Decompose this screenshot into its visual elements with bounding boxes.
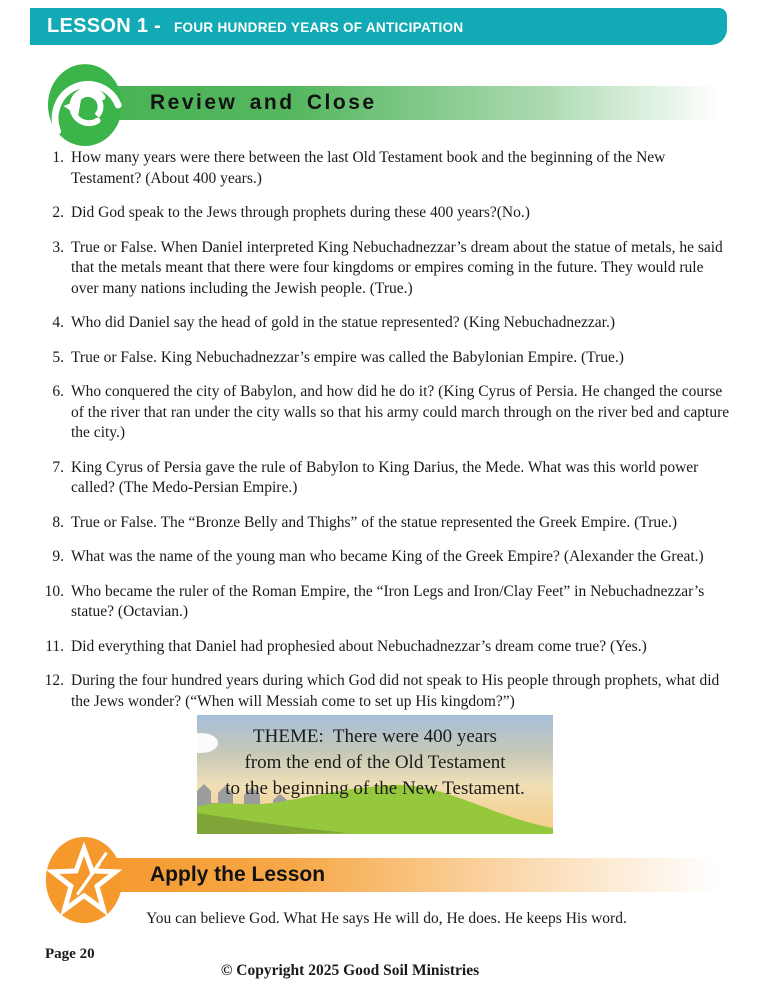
- question-number: 5.: [52, 348, 64, 366]
- page-number: Page 20: [45, 946, 95, 962]
- copyright-notice: © Copyright 2025 Good Soil Ministries: [220, 962, 480, 979]
- review-section-title: Review and Close: [150, 91, 377, 114]
- theme-statement: [197, 715, 553, 802]
- theme-line-1: THEME: There were 400 years: [253, 726, 497, 747]
- question-number: 9.: [52, 548, 64, 565]
- review-questions-list: [42, 148, 730, 726]
- theme-line-2: from the end of the Old Testament: [244, 752, 506, 773]
- question-item: [42, 238, 730, 300]
- question-item: [42, 547, 730, 568]
- question-item: [42, 582, 730, 623]
- question-number: 6.: [52, 383, 64, 400]
- question-item: [42, 513, 730, 534]
- lesson-number-label: LESSON 1 -: [47, 15, 167, 37]
- question-item: [42, 203, 730, 224]
- question-text: During the four hundred years during which God did not speak to His people through prophets, what did the Jews wonder? (“When will Messiah come to set up His kingdom?”): [71, 672, 720, 710]
- question-text: Who became the ruler of the Roman Empire, the “Iron Legs and Iron/Clay Feet” in Nebuchadnezzar’s statue? (Octavian.): [71, 582, 705, 620]
- theme-line-3: to the beginning of the New Testament.: [225, 778, 525, 799]
- question-number: 12.: [44, 672, 64, 689]
- question-text: Who did Daniel say the head of gold in the statue represented? (King Nebuchadnezzar.): [71, 314, 616, 331]
- apply-section-title: Apply the Lesson: [150, 863, 326, 886]
- apply-section-bar: [100, 858, 745, 892]
- question-text: What was the name of the young man who became King of the Greek Empire? (Alexander the Great.): [71, 548, 704, 565]
- question-number: 2.: [52, 204, 64, 221]
- question-item: [42, 458, 730, 499]
- question-item: [42, 313, 730, 334]
- question-item: [42, 382, 730, 444]
- review-section-bar: [100, 86, 745, 120]
- lesson-banner: [30, 8, 727, 45]
- question-item: [42, 637, 730, 658]
- question-text: Did everything that Daniel had prophesied about Nebuchadnezzar’s dream come true? (Yes.): [71, 637, 647, 655]
- spiral-icon: [46, 61, 124, 156]
- star-pencil-icon: [44, 836, 124, 931]
- question-item: [42, 348, 730, 369]
- question-number: 8.: [52, 513, 64, 531]
- question-number: 4.: [52, 314, 64, 331]
- question-item: [42, 671, 730, 712]
- apply-lesson-statement: You can believe God. What He says He will do, He does. He keeps His word.: [146, 910, 627, 927]
- question-item: [42, 148, 730, 189]
- question-number: 7.: [52, 458, 64, 476]
- question-text: King Cyrus of Persia gave the rule of Babylon to King Darius, the Mede. What was this world power called? (The Medo-Persian Empire.): [71, 458, 699, 496]
- question-text: Did God speak to the Jews through prophets during these 400 years?(No.): [71, 204, 530, 221]
- question-text: True or False. King Nebuchadnezzar’s empire was called the Babylonian Empire. (True.): [71, 348, 624, 366]
- question-number: 11.: [45, 637, 64, 655]
- question-text: True or False. When Daniel interpreted King Nebuchadnezzar’s dream about the statue of metals, he said that the metals meant that there were four kingdoms or empires coming in the future. They would rule over many nations including the Jewish people. (True.): [71, 238, 723, 297]
- question-number: 10.: [44, 582, 64, 600]
- question-text: Who conquered the city of Babylon, and how did he do it? (King Cyrus of Persia. He changed the course of the river that ran under the city walls so that his army could march through on the river bed and capture the city.): [71, 383, 730, 441]
- question-text: True or False. The “Bronze Belly and Thighs” of the statue represented the Greek Empire. (True.): [71, 513, 678, 531]
- question-text: How many years were there between the last Old Testament book and the beginning of the New Testament? (About 400 years.): [71, 149, 666, 187]
- question-number: 3.: [52, 238, 64, 256]
- theme-box: [197, 715, 553, 834]
- question-number: 1.: [52, 149, 64, 166]
- lesson-title: FOUR HUNDRED YEARS OF ANTICIPATION: [174, 20, 464, 35]
